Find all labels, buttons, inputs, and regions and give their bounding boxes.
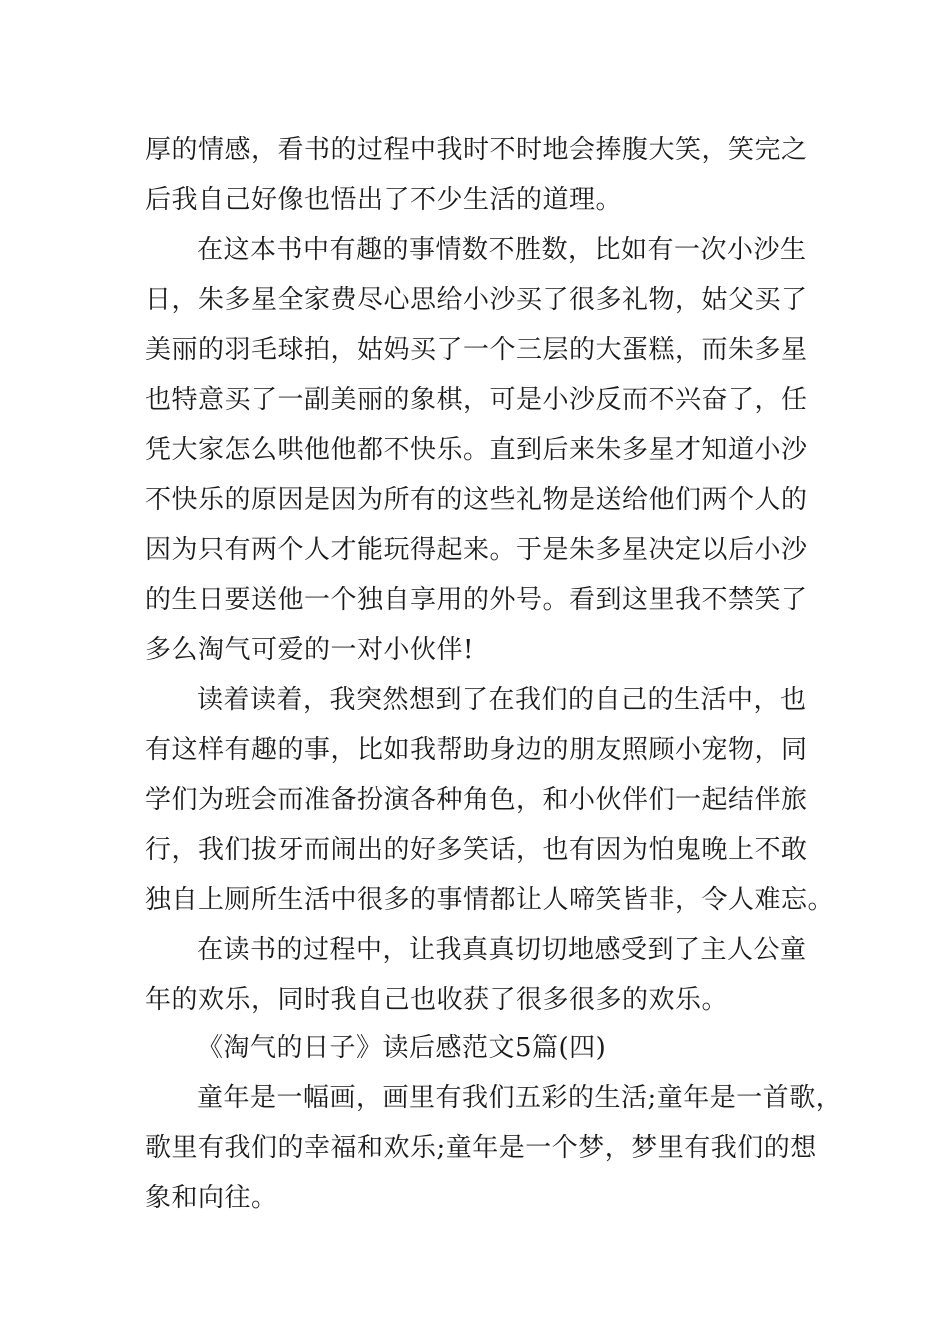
section-heading: 《淘气的日子》读后感范文5篇(四) (197, 1033, 607, 1063)
text-line: 的生日要送他一个独自享用的外号。看到这里我不禁笑了 (145, 585, 808, 615)
text-line: 不快乐的原因是因为所有的这些礼物是送给他们两个人的 (145, 485, 808, 515)
text-line: 独自上厕所生活中很多的事情都让人啼笑皆非，令人难忘。 (145, 885, 835, 915)
text-line: 有这样有趣的事，比如我帮助身边的朋友照顾小宠物，同 (145, 735, 808, 765)
text-line: 多么淘气可爱的一对小伙伴! (145, 635, 474, 665)
paragraph-first-line: 读着读着，我突然想到了在我们的自己的生活中，也 (197, 685, 807, 715)
paragraph-first-line: 在读书的过程中，让我真真切切地感受到了主人公童 (197, 935, 807, 965)
text-line: 象和向往。 (145, 1183, 278, 1213)
text-line: 歌里有我们的幸福和欢乐;童年是一个梦，梦里有我们的想 (145, 1133, 817, 1163)
text-line: 年的欢乐，同时我自己也收获了很多很多的欢乐。 (145, 985, 729, 1015)
text-line: 厚的情感，看书的过程中我时不时地会捧腹大笑，笑完之 (145, 135, 808, 165)
text-line: 也特意买了一副美丽的象棋，可是小沙反而不兴奋了，任 (145, 385, 808, 415)
text-line: 日，朱多星全家费尽心思给小沙买了很多礼物，姑父买了 (145, 285, 808, 315)
text-line: 因为只有两个人才能玩得起来。于是朱多星决定以后小沙 (145, 535, 808, 565)
text-line: 凭大家怎么哄他他都不快乐。直到后来朱多星才知道小沙 (145, 435, 808, 465)
text-line: 行，我们拔牙而闹出的好多笑话，也有因为怕鬼晚上不敢 (145, 835, 808, 865)
text-line: 学们为班会而准备扮演各种角色，和小伙伴们一起结伴旅 (145, 785, 808, 815)
text-line: 后我自己好像也悟出了不少生活的道理。 (145, 185, 623, 215)
paragraph-first-line: 在这本书中有趣的事情数不胜数，比如有一次小沙生 (197, 235, 807, 265)
text-line: 美丽的羽毛球拍，姑妈买了一个三层的大蛋糕，而朱多星 (145, 335, 808, 365)
paragraph-first-line: 童年是一幅画，画里有我们五彩的生活;童年是一首歌， (197, 1083, 843, 1113)
